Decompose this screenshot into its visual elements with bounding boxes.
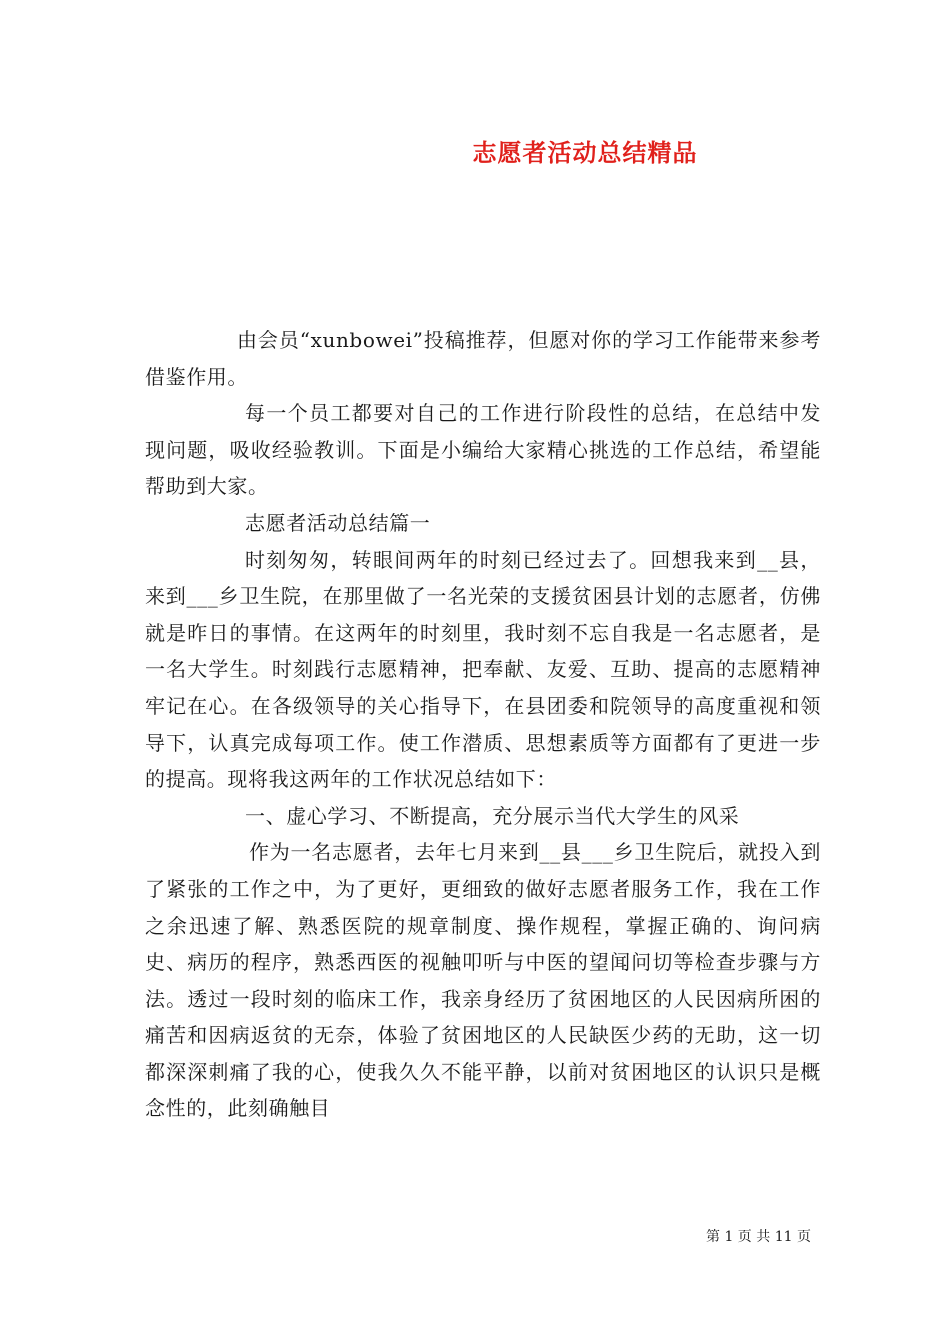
subsection-heading: 一、虚心学习、不断提高，充分展示当代大学生的风采	[245, 803, 740, 828]
section-heading: 志愿者活动总结篇一	[245, 510, 431, 535]
document-title: 志愿者活动总结精品	[472, 138, 698, 167]
paragraph-body: 作为一名志愿者，去年七月来到__县___乡卫生院后，就投入到了紧张的工作之中，为了更好，更细致的做好志愿者服务工作，我在工作之余迅速了解、熟悉医院的规章制度、操作规程，掌握正确的、询问病史、病历的程序，熟悉西医的视触叩听与中医的望闻问切等检查步骤与方法。透过一段时刻的临床工作，我亲身经历了贫困地区的人民因病所困的痛苦和因病返贫的无奈，体验了贫困地区的人民缺医少药的无助，这一切都深深刺痛了我的心，使我久久不能平静，以前对贫困地区的认识只是概念性的，此刻确触目	[145, 840, 821, 1121]
paragraph-body: 时刻匆匆，转眼间两年的时刻已经过去了。回想我来到__县，来到___乡卫生院，在那里做了一名光荣的支援贫困县计划的志愿者，仿佛就是昨日的事情。在这两年的时刻里，我时刻不忘自我是一名志愿者，是一名大学生。时刻践行志愿精神，把奉献、友爱、互助、提高的志愿精神牢记在心。在各级领导的关心指导下，在县团委和院领导的高度重视和领导下，认真完成每项工作。使工作潜质、思想素质等方面都有了更进一步的提高。现将我这两年的工作状况总结如下：	[145, 547, 821, 792]
paragraph-intro: 由会员“xunbowei”投稿推荐，但愿对你的学习工作能带来参考借鉴作用。	[145, 328, 821, 389]
document-body	[145, 322, 821, 1127]
paragraph-preface: 每一个员工都要对自己的工作进行阶段性的总结，在总结中发现问题，吸收经验教训。下面是小编给大家精心挑选的工作总结，希望能帮助到大家。	[145, 401, 821, 499]
page-number: 第 1 页 共 11 页	[706, 1229, 811, 1245]
